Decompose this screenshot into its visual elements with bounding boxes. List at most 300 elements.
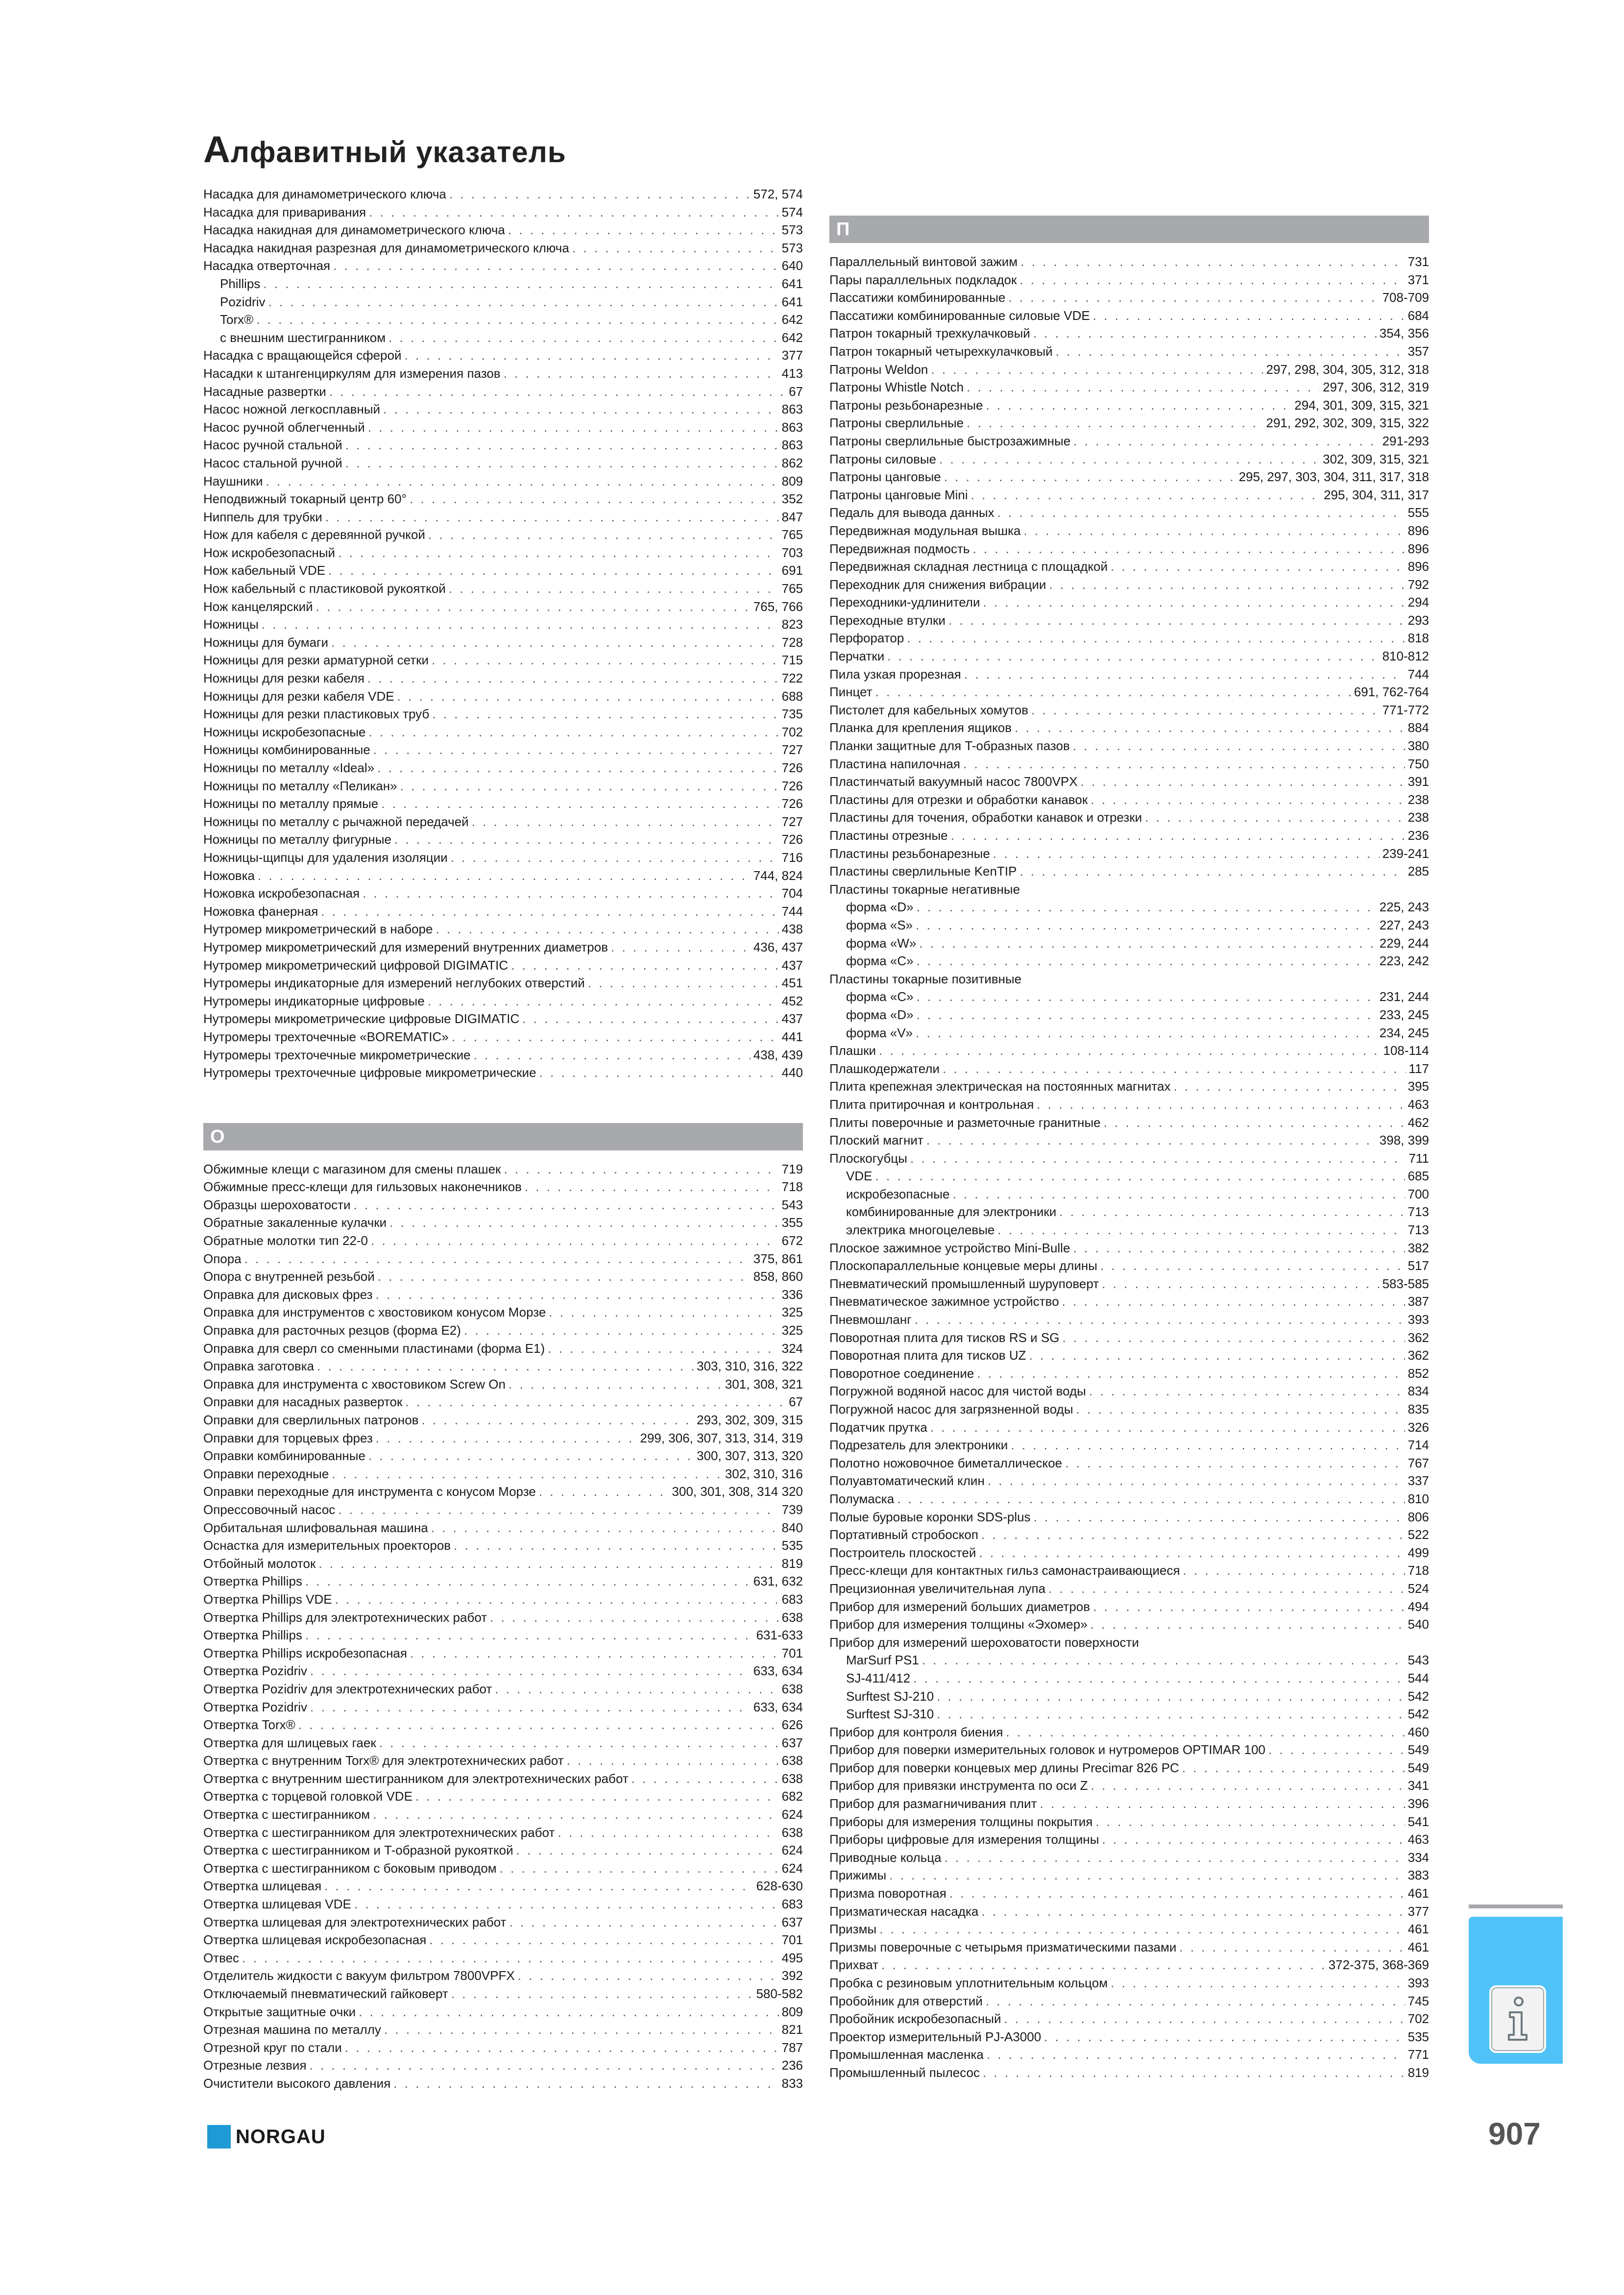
index-entry bbox=[203, 562, 803, 580]
entry-pages: 810-812 bbox=[1382, 649, 1429, 664]
entry-name: Пневматический промышленный шуруповерт bbox=[829, 1276, 1099, 1291]
entry-pages: 821 bbox=[781, 2022, 803, 2037]
entry-name: Прибор для поверки концевых мер длины Precimar 826 PC bbox=[829, 1760, 1179, 1775]
dot-leader bbox=[967, 378, 1320, 396]
left-column bbox=[203, 185, 803, 2093]
index-entry bbox=[829, 1149, 1429, 1168]
entry-pages: 685 bbox=[1407, 1169, 1429, 1184]
section-header-p: П bbox=[829, 216, 1429, 243]
index-entry bbox=[829, 414, 1429, 432]
entry-pages: 362 bbox=[1407, 1330, 1429, 1345]
dot-leader bbox=[324, 1877, 753, 1895]
index-entry bbox=[203, 1465, 803, 1483]
dot-leader bbox=[331, 634, 779, 652]
entry-pages: 494 bbox=[1407, 1599, 1429, 1614]
entry-name: Отвертка Pozidriv bbox=[203, 1699, 308, 1714]
entry-pages: 765, 766 bbox=[753, 599, 803, 614]
entry-pages: 396 bbox=[1407, 1796, 1429, 1811]
entry-name: Пневмошланг bbox=[829, 1312, 912, 1327]
index-entry bbox=[829, 791, 1429, 809]
entry-pages: 441 bbox=[781, 1029, 803, 1044]
dot-leader bbox=[429, 1931, 778, 1949]
entry-pages: 413 bbox=[781, 366, 803, 381]
dot-leader bbox=[631, 1770, 779, 1788]
entry-pages: 372-375, 368-369 bbox=[1328, 1957, 1429, 1973]
index-entry bbox=[829, 324, 1429, 342]
entry-pages: 522 bbox=[1407, 1527, 1429, 1542]
entry-pages: 642 bbox=[781, 330, 803, 345]
dot-leader bbox=[379, 1734, 779, 1752]
dot-leader bbox=[242, 1949, 778, 1967]
index-entry bbox=[203, 813, 803, 831]
entry-name: Ножницы по металлу фигурные bbox=[203, 832, 391, 847]
index-entry bbox=[203, 598, 803, 616]
dot-leader bbox=[317, 1357, 694, 1375]
index-entry bbox=[203, 580, 803, 598]
index-entry bbox=[829, 629, 1429, 647]
entry-pages: 355 bbox=[781, 1215, 803, 1230]
entry-name: Плиты поверочные и разметочные гранитные bbox=[829, 1115, 1101, 1130]
index-entry bbox=[829, 701, 1429, 719]
index-entry bbox=[203, 1913, 803, 1931]
dot-leader bbox=[981, 1903, 1405, 1921]
index-entry bbox=[203, 2003, 803, 2021]
brand-square-icon bbox=[207, 2125, 231, 2149]
index-entry bbox=[829, 1508, 1429, 1526]
index-entry bbox=[203, 1931, 803, 1949]
entry-name: Pozidriv bbox=[220, 294, 266, 309]
entry-name: Ножницы комбинированные bbox=[203, 742, 370, 757]
entry-pages: 294 bbox=[1407, 595, 1429, 610]
entry-name: Ножницы для резки кабеля bbox=[203, 671, 364, 686]
dot-leader bbox=[1008, 289, 1379, 307]
index-entry bbox=[203, 346, 803, 365]
index-entry bbox=[829, 1651, 1429, 1669]
index-entry bbox=[203, 759, 803, 777]
entry-name: Пластины токарные позитивные bbox=[829, 971, 1022, 986]
entry-name: Патроны Weldon bbox=[829, 362, 928, 377]
entry-pages: 691 bbox=[781, 563, 803, 578]
entry-pages: 462 bbox=[1407, 1115, 1429, 1130]
index-entry bbox=[829, 1669, 1429, 1687]
entry-pages: 325 bbox=[781, 1323, 803, 1338]
entry-name: Переходники-удлинители bbox=[829, 595, 980, 610]
entry-pages: 451 bbox=[781, 976, 803, 991]
index-entry bbox=[829, 593, 1429, 611]
dot-leader bbox=[325, 508, 779, 526]
dot-leader bbox=[916, 1024, 1377, 1042]
dot-leader bbox=[373, 1806, 778, 1824]
index-entry bbox=[829, 2010, 1429, 2028]
entry-name: Ножницы для бумаги bbox=[203, 635, 329, 650]
dot-leader bbox=[405, 346, 779, 365]
dot-leader bbox=[371, 1232, 779, 1250]
entry-name: Плоскопараллельные концевые меры длины bbox=[829, 1258, 1097, 1273]
entry-name: Обратные молотки тип 22-0 bbox=[203, 1233, 368, 1248]
entry-pages: 297, 298, 304, 305, 312, 318 bbox=[1266, 362, 1429, 377]
entry-pages: 583-585 bbox=[1382, 1276, 1429, 1291]
dot-leader bbox=[1182, 1759, 1405, 1777]
index-entry bbox=[829, 558, 1429, 576]
index-entry bbox=[203, 2039, 803, 2057]
entry-pages: 701 bbox=[781, 1932, 803, 1948]
entry-name: Оправки для сверлильных патронов bbox=[203, 1413, 419, 1427]
index-entry bbox=[203, 1447, 803, 1465]
entry-pages: 631-633 bbox=[756, 1628, 803, 1643]
entries-n bbox=[203, 185, 803, 1082]
index-entry bbox=[203, 1268, 803, 1286]
entry-pages: 302, 310, 316 bbox=[725, 1466, 803, 1481]
index-entry bbox=[829, 647, 1429, 665]
entry-name: Обжимные пресс-клещи для гильзовых наконечников bbox=[203, 1179, 522, 1195]
dot-leader bbox=[1033, 324, 1377, 342]
index-entry bbox=[203, 1949, 803, 1967]
index-entry bbox=[203, 1214, 803, 1232]
dot-leader bbox=[1015, 719, 1405, 737]
index-entry bbox=[203, 903, 803, 921]
entry-name: Подрезатель для электроники bbox=[829, 1438, 1008, 1453]
entry-pages: 767 bbox=[1407, 1455, 1429, 1470]
entry-name: Пластины для точения, обработки канавок и отрезки bbox=[829, 810, 1142, 825]
entry-pages: 840 bbox=[781, 1520, 803, 1535]
entry-name: Открытые защитные очки bbox=[203, 2004, 356, 2019]
index-entry bbox=[829, 1723, 1429, 1741]
dot-leader bbox=[1020, 253, 1405, 271]
entry-name: Ножовка фанерная bbox=[203, 903, 318, 919]
entry-name: Пинцет bbox=[829, 684, 873, 700]
index-entry bbox=[829, 970, 1429, 988]
dot-leader bbox=[490, 1609, 778, 1627]
entry-name: Опрессовочный насос bbox=[203, 1502, 336, 1517]
index-entry bbox=[829, 1436, 1429, 1454]
entry-pages: 293 bbox=[1407, 612, 1429, 628]
entry-name: Нутромер микрометрический для измерений внутренних диаметров bbox=[203, 939, 608, 954]
entry-pages: 392 bbox=[781, 1968, 803, 1983]
dot-leader bbox=[993, 845, 1380, 863]
index-entry bbox=[829, 1884, 1429, 1903]
index-entry bbox=[829, 540, 1429, 558]
entry-name: Планки защитные для T-образных пазов bbox=[829, 738, 1070, 754]
entry-pages: 683 bbox=[781, 1591, 803, 1607]
entry-pages: 572, 574 bbox=[753, 187, 803, 201]
entry-name: Пробойник для отверстий bbox=[829, 1993, 983, 2008]
index-entry bbox=[829, 1042, 1429, 1060]
dot-leader bbox=[1029, 1346, 1405, 1365]
dot-leader bbox=[988, 1472, 1405, 1490]
entry-pages: 638 bbox=[781, 1771, 803, 1786]
index-entry bbox=[203, 1572, 803, 1590]
entry-pages: 787 bbox=[781, 2040, 803, 2055]
entry-pages: 574 bbox=[781, 204, 803, 220]
dot-leader bbox=[1173, 1077, 1405, 1096]
dot-leader bbox=[316, 598, 751, 616]
index-entry bbox=[829, 827, 1429, 845]
dot-leader bbox=[879, 1042, 1380, 1060]
dot-leader bbox=[400, 777, 779, 795]
entry-pages: 702 bbox=[1407, 2011, 1429, 2026]
entry-pages: 380 bbox=[1407, 738, 1429, 754]
index-entry bbox=[203, 1250, 803, 1268]
dot-leader bbox=[262, 615, 779, 634]
index-entry bbox=[829, 450, 1429, 468]
dot-leader bbox=[963, 755, 1405, 773]
entry-name: Ножницы для резки пластиковых труб bbox=[203, 707, 430, 722]
entry-pages: 847 bbox=[781, 509, 803, 524]
dot-leader bbox=[1081, 773, 1405, 791]
dot-leader bbox=[522, 1010, 778, 1028]
dot-leader bbox=[949, 1884, 1405, 1903]
index-entry bbox=[203, 1064, 803, 1082]
entry-name: Torx® bbox=[220, 312, 254, 327]
entry-pages: 672 bbox=[781, 1233, 803, 1248]
entry-name: Перфоратор bbox=[829, 631, 904, 646]
entry-pages: 463 bbox=[1407, 1097, 1429, 1112]
index-entry bbox=[829, 1938, 1429, 1956]
entry-pages: 223, 242 bbox=[1379, 953, 1429, 969]
entry-pages: 833 bbox=[781, 2075, 803, 2091]
index-entry bbox=[203, 1340, 803, 1358]
entry-name: Насос ручной стальной bbox=[203, 438, 342, 453]
index-entry bbox=[829, 1185, 1429, 1203]
dot-leader bbox=[937, 1687, 1405, 1706]
dot-leader bbox=[511, 956, 778, 975]
entry-name: Патроны цанговые Mini bbox=[829, 487, 968, 502]
entry-pages: 718 bbox=[781, 1179, 803, 1195]
entry-pages: 731 bbox=[1407, 254, 1429, 269]
dot-leader bbox=[256, 311, 778, 329]
index-entry bbox=[829, 1239, 1429, 1257]
index-entry bbox=[829, 432, 1429, 450]
entry-name: Полотно ножовочное биметаллическое bbox=[829, 1455, 1063, 1470]
dot-leader bbox=[451, 849, 779, 867]
entry-pages: 750 bbox=[1407, 756, 1429, 771]
dot-leader bbox=[1034, 1508, 1405, 1526]
entry-name: Ножницы по металлу с рычажной передачей bbox=[203, 814, 469, 829]
dot-leader bbox=[1100, 1257, 1405, 1275]
entry-pages: 714 bbox=[1407, 1438, 1429, 1453]
index-entry bbox=[203, 1303, 803, 1321]
dot-leader bbox=[452, 1028, 779, 1046]
index-entry bbox=[829, 952, 1429, 970]
entry-pages: 716 bbox=[781, 850, 803, 865]
entry-name: Пистолет для кабельных хомутов bbox=[829, 702, 1029, 717]
entry-name: Отвертка с торцевой головкой VDE bbox=[203, 1789, 412, 1804]
section-header-o: О bbox=[203, 1123, 803, 1150]
entry-pages: 495 bbox=[781, 1950, 803, 1965]
entry-name: Оправка для расточных резцов (форма E2) bbox=[203, 1323, 461, 1338]
entry-pages: 299, 306, 307, 313, 314, 319 bbox=[640, 1430, 803, 1445]
entry-pages: 334 bbox=[1407, 1850, 1429, 1865]
entry-name: Отвертка Phillips bbox=[203, 1574, 302, 1589]
entry-name: Оправка для инструмента с хвостовиком Screw On bbox=[203, 1376, 506, 1392]
entry-name: Приборы для измерения толщины покрытия bbox=[829, 1814, 1093, 1829]
entry-pages: 297, 306, 312, 319 bbox=[1323, 380, 1429, 395]
entry-pages: 117 bbox=[1408, 1061, 1429, 1076]
entry-name: Нутромеры трехточечные «BOREMATIC» bbox=[203, 1029, 449, 1044]
dot-leader bbox=[567, 1752, 779, 1770]
entry-name: Орбитальная шлифовальная машина bbox=[203, 1520, 428, 1535]
entry-pages: 301, 308, 321 bbox=[725, 1376, 803, 1392]
index-entry bbox=[203, 1178, 803, 1196]
entry-pages: 535 bbox=[781, 1538, 803, 1553]
index-entry bbox=[203, 687, 803, 706]
dot-leader bbox=[377, 759, 778, 777]
index-entry bbox=[203, 1841, 803, 1859]
entry-name: Прибор для измерений больших диаметров bbox=[829, 1599, 1091, 1614]
entry-pages: 302, 309, 315, 321 bbox=[1323, 451, 1429, 466]
entry-pages: 336 bbox=[781, 1287, 803, 1302]
index-entry bbox=[203, 1967, 803, 1985]
dot-leader bbox=[428, 526, 779, 544]
index-entry bbox=[829, 1346, 1429, 1365]
entry-pages: 229, 244 bbox=[1379, 935, 1429, 951]
dot-leader bbox=[1059, 1203, 1405, 1221]
entry-pages: 852 bbox=[1407, 1366, 1429, 1381]
entry-name: Отвертка Phillips искробезопасная bbox=[203, 1645, 407, 1660]
entry-name: Полуавтоматический клин bbox=[829, 1473, 985, 1489]
entry-name: Нутромер микрометрический в наборе bbox=[203, 922, 433, 937]
entry-name: Оправка для дисковых фрез bbox=[203, 1287, 373, 1302]
index-entry bbox=[829, 1114, 1429, 1132]
dot-leader bbox=[979, 1544, 1405, 1562]
entry-pages: 285 bbox=[1407, 864, 1429, 879]
entry-pages: 682 bbox=[781, 1789, 803, 1804]
index-entry bbox=[829, 1203, 1429, 1221]
entry-name: Отвертка с внутренним Torx® для электротехнических работ bbox=[203, 1753, 564, 1768]
entry-pages: 233, 245 bbox=[1379, 1007, 1429, 1022]
entry-name: Опора с внутренней резьбой bbox=[203, 1269, 375, 1284]
entry-name: Пассатижи комбинированные силовые VDE bbox=[829, 308, 1090, 323]
entry-name: Пластины для отрезки и обработки канавок bbox=[829, 792, 1088, 807]
entry-name: SJ-411/412 bbox=[846, 1670, 911, 1685]
index-entry bbox=[829, 271, 1429, 289]
dot-leader bbox=[1104, 1114, 1405, 1132]
entry-name: Отрезной круг по стали bbox=[203, 2040, 342, 2055]
index-entry bbox=[829, 773, 1429, 791]
index-entry bbox=[203, 1609, 803, 1627]
entry-name: Прибор для привязки инструмента по оси Z bbox=[829, 1778, 1088, 1793]
entry-pages: 382 bbox=[1407, 1240, 1429, 1255]
entry-pages: 728 bbox=[781, 635, 803, 650]
entry-name: Ножницы для резки арматурной сетки bbox=[203, 653, 429, 668]
entry-name: Плоское зажимное устройство Mini-Bulle bbox=[829, 1240, 1070, 1255]
entry-pages: 739 bbox=[781, 1502, 803, 1517]
entry-name: Перчатки bbox=[829, 649, 885, 664]
index-entry bbox=[203, 1046, 803, 1064]
index-entry bbox=[829, 1454, 1429, 1472]
entry-pages: 688 bbox=[781, 688, 803, 704]
dot-leader bbox=[926, 1131, 1377, 1149]
index-entry bbox=[829, 737, 1429, 755]
entry-name: Плита крепежная электрическая на постоянных магнитах bbox=[829, 1079, 1171, 1094]
entry-pages: 357 bbox=[1407, 343, 1429, 359]
index-entry bbox=[203, 329, 803, 347]
entry-pages: 726 bbox=[781, 832, 803, 847]
dot-leader bbox=[1062, 1329, 1405, 1347]
index-entry bbox=[203, 383, 803, 401]
dot-leader bbox=[367, 669, 779, 687]
dot-leader bbox=[1111, 558, 1405, 576]
entry-pages: 624 bbox=[781, 1860, 803, 1876]
index-entry bbox=[829, 396, 1429, 415]
index-entry bbox=[829, 934, 1429, 952]
entry-pages: 461 bbox=[1407, 1922, 1429, 1937]
entry-name: Оправки для насадных разверток bbox=[203, 1394, 403, 1410]
dot-leader bbox=[318, 1555, 778, 1573]
entry-name: форма «C» bbox=[846, 989, 914, 1004]
dot-leader bbox=[1111, 1974, 1405, 1992]
index-entry bbox=[203, 1537, 803, 1555]
entry-name: Нутромеры трехточечные микрометрические bbox=[203, 1047, 471, 1062]
entry-pages: 896 bbox=[1407, 559, 1429, 574]
entry-pages: 703 bbox=[781, 545, 803, 560]
brand-logo bbox=[207, 2125, 326, 2149]
entry-name: Полумаска bbox=[829, 1491, 895, 1506]
entry-name: VDE bbox=[846, 1169, 873, 1184]
index-entry bbox=[829, 1562, 1429, 1580]
dot-leader bbox=[1040, 1795, 1405, 1813]
entry-name: Передвижная подмость bbox=[829, 541, 970, 556]
dot-leader bbox=[495, 1680, 778, 1698]
entry-name: Плашкодержатели bbox=[829, 1061, 940, 1076]
index-entry bbox=[203, 1877, 803, 1895]
dot-leader bbox=[1006, 1723, 1405, 1741]
index-entry bbox=[829, 1096, 1429, 1114]
index-entry bbox=[203, 454, 803, 472]
dot-leader bbox=[368, 418, 779, 437]
index-entry bbox=[203, 741, 803, 759]
dot-leader bbox=[305, 1572, 751, 1590]
index-entry bbox=[829, 1741, 1429, 1759]
index-entry bbox=[203, 956, 803, 975]
entry-pages: 637 bbox=[781, 1914, 803, 1929]
entry-pages: 727 bbox=[781, 742, 803, 757]
index-entry bbox=[829, 1060, 1429, 1078]
entry-pages: 633, 634 bbox=[753, 1699, 803, 1714]
dot-leader bbox=[451, 1985, 753, 2003]
entries-p bbox=[829, 253, 1429, 2082]
index-entry bbox=[203, 508, 803, 526]
entry-pages: 684 bbox=[1407, 308, 1429, 323]
entry-name: Пластинчатый вакуумный насос 7800VPX bbox=[829, 774, 1078, 789]
index-entry bbox=[829, 289, 1429, 307]
dot-leader bbox=[500, 1859, 779, 1878]
entry-name: Отделитель жидкости с вакуум фильтром 7800VPFX bbox=[203, 1968, 515, 1983]
entry-name: Отвертка с шестигранником и T-образной рукояткой bbox=[203, 1843, 513, 1858]
entry-pages: 719 bbox=[781, 1161, 803, 1176]
dot-leader bbox=[504, 1160, 778, 1178]
index-entry bbox=[829, 1472, 1429, 1490]
dot-leader bbox=[1145, 808, 1405, 827]
index-entry bbox=[203, 920, 803, 938]
entry-name: Прибор для измерения толщины «Эхомер» bbox=[829, 1617, 1088, 1632]
entry-pages: 640 bbox=[781, 258, 803, 273]
entry-pages: 549 bbox=[1407, 1742, 1429, 1758]
entry-pages: 524 bbox=[1407, 1581, 1429, 1596]
index-entry bbox=[203, 992, 803, 1010]
index-entry bbox=[203, 1787, 803, 1806]
dot-leader bbox=[931, 361, 1263, 379]
entry-pages: 638 bbox=[781, 1681, 803, 1696]
dot-leader bbox=[971, 486, 1321, 504]
index-entry bbox=[829, 1221, 1429, 1239]
index-entry bbox=[203, 1895, 803, 1913]
index-entry bbox=[203, 472, 803, 490]
dot-leader bbox=[881, 1956, 1326, 1974]
index-entry bbox=[203, 867, 803, 885]
dot-leader bbox=[907, 629, 1405, 647]
index-entry bbox=[829, 1006, 1429, 1024]
